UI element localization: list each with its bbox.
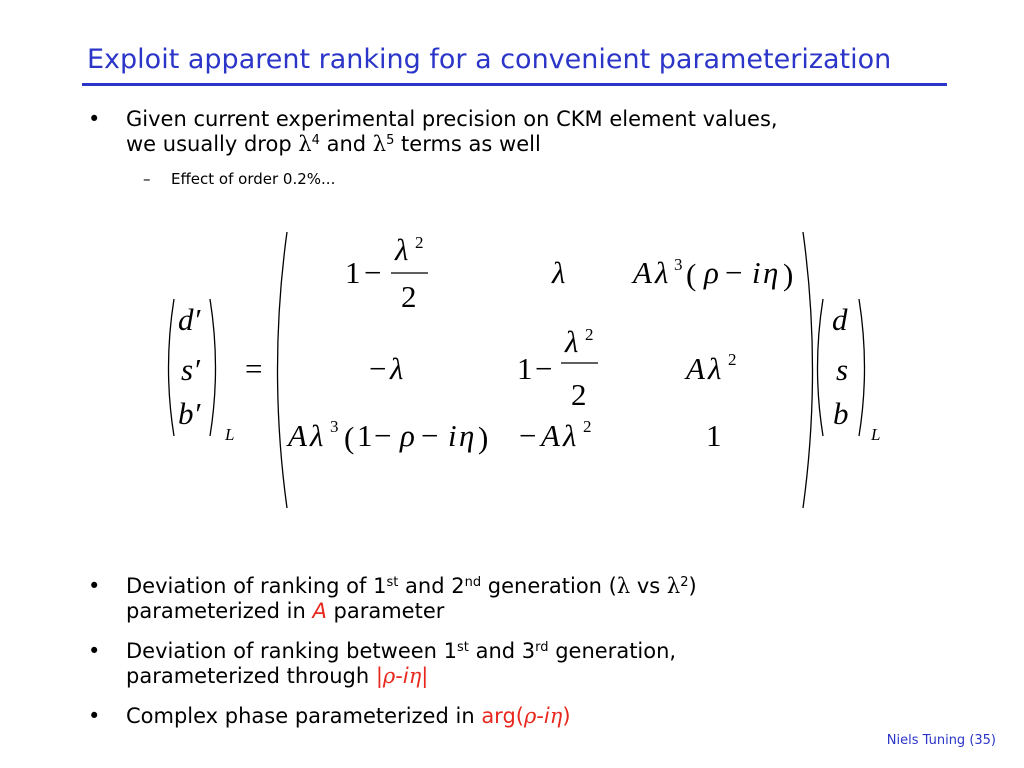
- m21-minus: −: [369, 351, 387, 386]
- bullet-3-line-2: parameterized through |ρ-iη|: [126, 664, 429, 688]
- bullet-marker-1: •: [88, 107, 101, 131]
- m13-lparen: (: [686, 257, 697, 292]
- m13-A: A: [633, 255, 652, 290]
- m22-denominator: 2: [571, 377, 587, 412]
- m32-exp: 2: [583, 417, 592, 436]
- m31-rho: ρ: [400, 418, 415, 453]
- m31-i: i: [448, 418, 457, 453]
- bullet-4-line-1: Complex phase parameterized in arg(ρ-iη): [126, 704, 571, 728]
- m13-i: i: [752, 255, 761, 290]
- m31-lparen: (: [344, 420, 355, 455]
- bullet-3-line-1: Deviation of ranking between 1st and 3rd generation,: [126, 639, 677, 663]
- rhs-subscript: L: [871, 425, 881, 444]
- m13-minus: −: [725, 255, 743, 290]
- m11-denominator: 2: [401, 279, 417, 314]
- m31-one: 1: [357, 418, 373, 453]
- footer-author-page: Niels Tuning (35): [886, 733, 996, 748]
- bullet-marker-4: •: [88, 704, 101, 728]
- lhs-b-prime: b′: [178, 396, 201, 431]
- bullet-2-line-2: parameterized in A parameter: [126, 599, 445, 623]
- m11-exp: 2: [415, 233, 424, 252]
- m31-exp: 3: [330, 417, 339, 436]
- m11-minus: −: [364, 255, 382, 290]
- lhs-s-prime: s′: [181, 352, 200, 387]
- equals-sign: =: [245, 351, 263, 386]
- bullet-marker-2: •: [88, 574, 101, 598]
- rhs-b: b: [833, 396, 849, 431]
- lhs-subscript: L: [225, 425, 235, 444]
- m22-exp: 2: [585, 325, 594, 344]
- m31-lambda: λ: [310, 418, 324, 453]
- bullet-2-line-1: Deviation of ranking of 1st and 2nd generation (λ vs $\lambda^2$): [126, 574, 697, 598]
- m31-A: A: [288, 418, 307, 453]
- m11-lambda: λ: [395, 232, 409, 267]
- m21-lambda: λ: [390, 351, 404, 386]
- m13-rparen: ): [783, 257, 794, 292]
- m22-minus: −: [535, 351, 553, 386]
- m31-rparen: ): [478, 420, 489, 455]
- m11-one: 1: [345, 255, 361, 290]
- m13-eta: η: [763, 255, 779, 290]
- m31-minus-1: −: [374, 418, 392, 453]
- bullet-1-line-2: we usually drop $\lambda^4$ and $\lambda^5$ terms as well: [126, 132, 541, 156]
- sub-bullet-dash: –: [143, 170, 151, 188]
- m22-one: 1: [517, 351, 533, 386]
- bullet-1-line-1: Given current experimental precision on CKM element values,: [126, 107, 778, 131]
- slide-title: Exploit apparent ranking for a convenient parameterization: [87, 44, 892, 75]
- m23-exp: 2: [728, 350, 737, 369]
- m13-rho: ρ: [704, 255, 719, 290]
- m33-one: 1: [706, 418, 722, 453]
- m22-lambda: λ: [565, 324, 579, 359]
- m12-lambda: λ: [552, 255, 566, 290]
- m13-exp: 3: [674, 255, 683, 274]
- m32-lambda: λ: [563, 418, 577, 453]
- m32-A: A: [541, 418, 560, 453]
- m23-lambda: λ: [708, 351, 722, 386]
- m31-minus-2: −: [421, 418, 439, 453]
- bullet-marker-3: •: [88, 639, 101, 663]
- rhs-d: d: [832, 302, 848, 337]
- rhs-s: s: [836, 352, 849, 387]
- lhs-d-prime: d′: [178, 302, 201, 337]
- m31-eta: η: [459, 418, 475, 453]
- m32-minus: −: [519, 418, 537, 453]
- sub-bullet-text: Effect of order 0.2%...: [171, 170, 336, 188]
- m13-lambda: λ: [655, 255, 669, 290]
- m23-A: A: [686, 351, 705, 386]
